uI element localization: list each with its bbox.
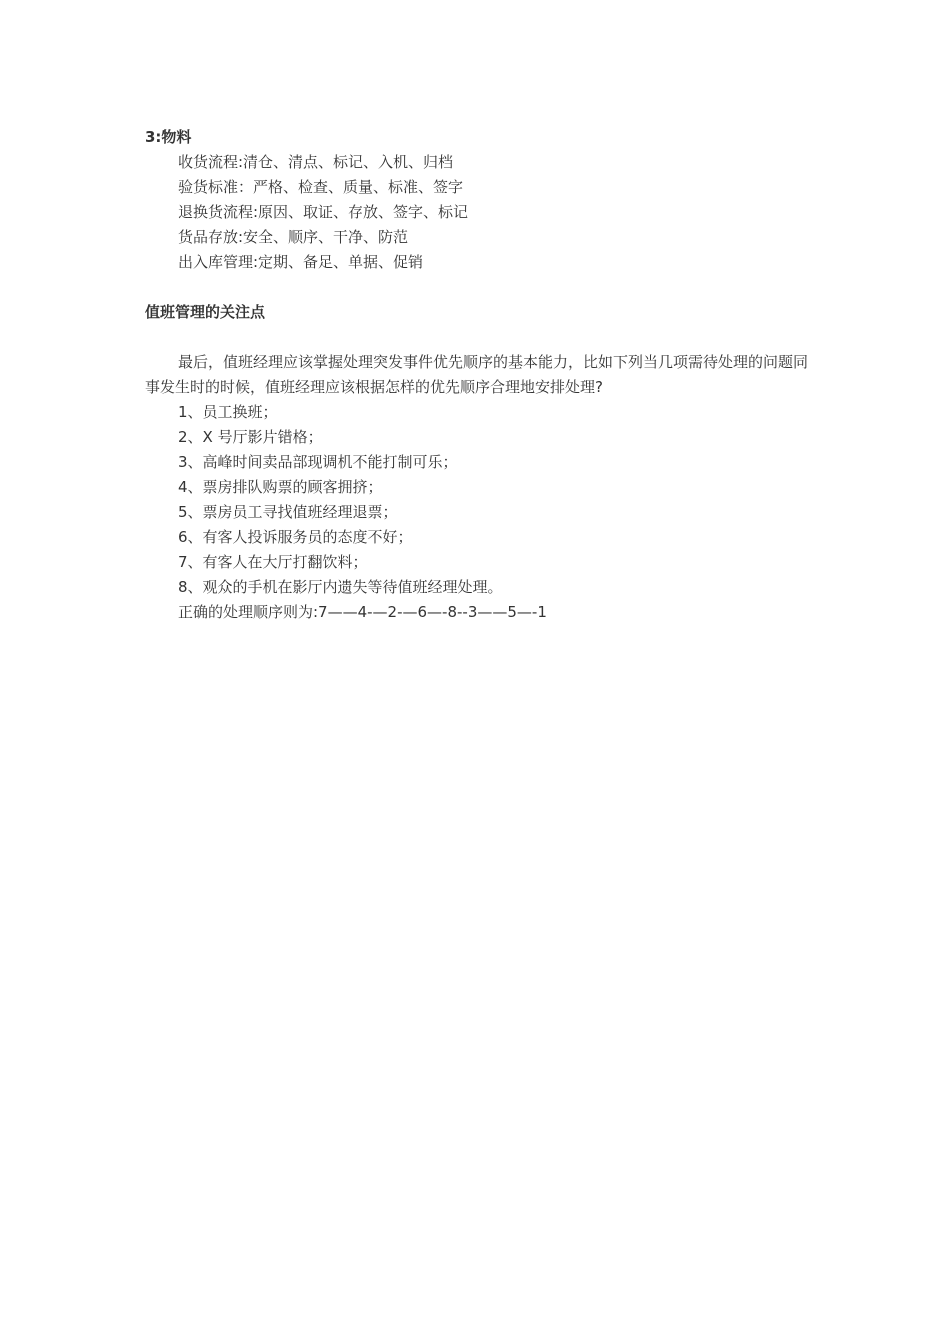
spacer	[145, 275, 810, 300]
list-item: 1、员工换班；	[178, 403, 278, 421]
return-process-line: 退换货流程:原因、取证、存放、签字、标记	[178, 203, 469, 221]
list-item: 4、票房排队购票的顾客拥挤；	[178, 478, 383, 496]
section-3-heading: 3:物料	[145, 128, 192, 146]
spacer	[145, 325, 810, 350]
storage-line: 货品存放:安全、顺序、干净、防范	[178, 228, 409, 246]
receiving-process-line: 收货流程:清仓、清点、标记、入机、归档	[178, 153, 454, 171]
list-item: 5、票房员工寻找值班经理退票；	[178, 503, 398, 521]
list-item: 7、有客人在大厅打翻饮料；	[178, 553, 368, 571]
list-item: 3、高峰时间卖品部现调机不能打制可乐；	[178, 453, 458, 471]
duty-management-heading: 值班管理的关注点	[145, 303, 266, 321]
list-item: 2、X 号厅影片错格；	[178, 428, 323, 446]
duty-intro-paragraph: 最后，值班经理应该掌握处理突发事件优先顺序的基本能力，比如下列当几项需待处理的问题同事发生时的时候，值班经理应该根据怎样的优先顺序合理地安排处理?	[145, 353, 809, 396]
document-page	[145, 125, 810, 625]
answer-line: 正确的处理顺序则为:7——4-—2-—6—-8--3——5—-1	[178, 603, 547, 621]
inspection-standard-line: 验货标准：严格、检查、质量、标准、签字	[178, 178, 464, 196]
inventory-management-line: 出入库管理:定期、备足、单据、促销	[178, 253, 424, 271]
list-item: 8、观众的手机在影厅内遗失等待值班经理处理。	[178, 578, 503, 596]
list-item: 6、有客人投诉服务员的态度不好；	[178, 528, 413, 546]
